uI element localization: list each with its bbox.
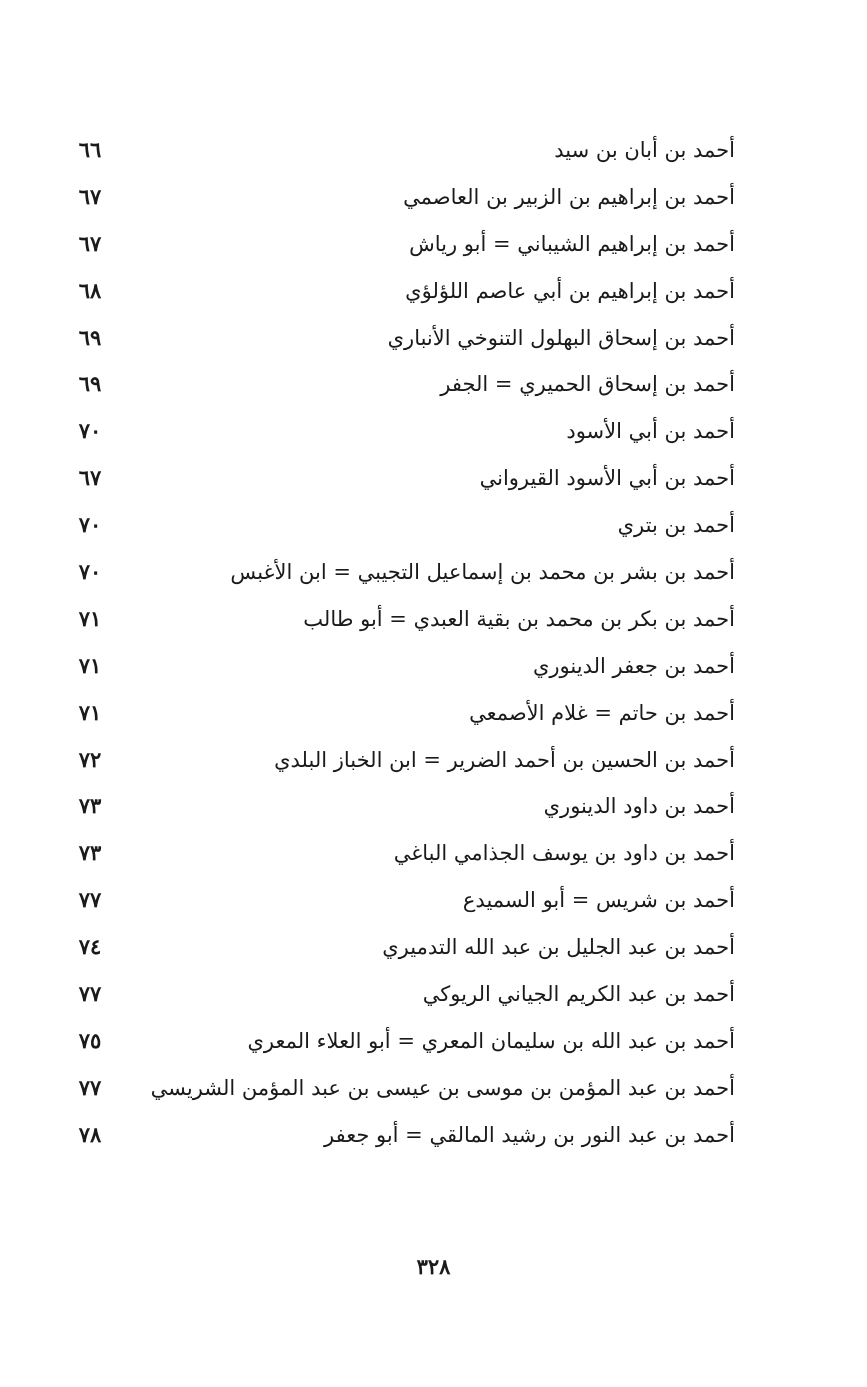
entry-page-number: ٧٤ bbox=[78, 934, 102, 960]
entry-name: أحمد بن حاتم = غلام الأصمعي bbox=[469, 700, 735, 725]
index-entry bbox=[0, 647, 867, 694]
entry-page-number: ٧٥ bbox=[78, 1027, 102, 1053]
index-entry bbox=[0, 975, 867, 1022]
entry-name: أحمد بن شريس = أبو السميدع bbox=[462, 888, 735, 913]
entry-name: أحمد بن إبراهيم الشيباني = أبو رياش bbox=[409, 231, 735, 256]
index-entry bbox=[0, 178, 867, 225]
index-entry bbox=[0, 319, 867, 366]
entry-name: أحمد بن عبد النور بن رشيد المالقي = أبو جعفر bbox=[323, 1122, 735, 1147]
index-entry bbox=[0, 928, 867, 975]
entry-name: أحمد بن إسحاق البهلول التنوخي الأنباري bbox=[387, 325, 735, 350]
entry-name: أحمد بن أبي الأسود القيرواني bbox=[479, 466, 735, 491]
index-list bbox=[0, 131, 867, 1163]
entry-page-number: ٧٣ bbox=[78, 793, 102, 819]
entry-name: أحمد بن أبان بن سيد bbox=[554, 138, 735, 162]
entry-name: أحمد بن أبي الأسود bbox=[566, 419, 735, 444]
index-entry bbox=[0, 881, 867, 928]
entry-page-number: ٧٣ bbox=[78, 840, 102, 866]
index-entry bbox=[0, 365, 867, 412]
index-entry bbox=[0, 1069, 867, 1116]
entry-page-number: ٧١ bbox=[78, 699, 102, 725]
entry-name: أحمد بن إبراهيم بن أبي عاصم اللؤلؤي bbox=[405, 278, 735, 303]
entry-page-number: ٧٠ bbox=[78, 418, 102, 444]
entry-page-number: ٦٧ bbox=[78, 230, 102, 256]
entry-page-number: ٧٢ bbox=[78, 746, 102, 772]
index-entry bbox=[0, 1022, 867, 1069]
page-number: ٣٢٨ bbox=[416, 1254, 451, 1279]
entry-page-number: ٦٧ bbox=[78, 465, 102, 491]
index-entry bbox=[0, 553, 867, 600]
index-entry bbox=[0, 1116, 867, 1163]
entry-name: أحمد بن الحسين بن أحمد الضرير = ابن الخباز البلدي bbox=[274, 747, 735, 772]
entry-name: أحمد بن إبراهيم بن الزبير بن العاصمي bbox=[403, 184, 735, 209]
entry-page-number: ٦٦ bbox=[78, 137, 102, 162]
entry-page-number: ٧٧ bbox=[78, 1074, 102, 1100]
entry-page-number: ٧٠ bbox=[78, 559, 102, 585]
index-entry bbox=[0, 694, 867, 741]
entry-name: أحمد بن داود بن يوسف الجذامي الباغي bbox=[393, 841, 735, 866]
index-entry bbox=[0, 225, 867, 272]
entry-name: أحمد بن بتري bbox=[617, 513, 735, 538]
entry-page-number: ٧١ bbox=[78, 652, 102, 678]
entry-page-number: ٧١ bbox=[78, 605, 102, 631]
index-entry bbox=[0, 834, 867, 881]
entry-name: أحمد بن إسحاق الحميري = الجفر bbox=[440, 372, 735, 397]
entry-name: أحمد بن بشر بن محمد بن إسماعيل التجيبي = ابن الأغبس bbox=[230, 560, 735, 585]
index-entry bbox=[0, 412, 867, 459]
entry-page-number: ٦٩ bbox=[78, 324, 102, 350]
index-entry bbox=[0, 459, 867, 506]
entry-page-number: ٧٠ bbox=[78, 512, 102, 538]
entry-name: أحمد بن عبد الجليل بن عبد الله التدميري bbox=[382, 935, 735, 960]
index-entry bbox=[0, 272, 867, 319]
entry-name: أحمد بن بكر بن محمد بن بقية العبدي = أبو طالب bbox=[303, 606, 735, 631]
index-entry bbox=[0, 787, 867, 834]
index-entry bbox=[0, 741, 867, 788]
index-entry bbox=[0, 506, 867, 553]
entry-page-number: ٧٨ bbox=[78, 1121, 102, 1147]
entry-name: أحمد بن عبد الله بن سليمان المعري = أبو العلاء المعري bbox=[247, 1028, 735, 1053]
index-entry bbox=[0, 600, 867, 647]
entry-name: أحمد بن عبد المؤمن بن موسى بن عيسى بن عبد المؤمن الشريسي bbox=[150, 1075, 735, 1100]
entry-page-number: ٦٨ bbox=[78, 277, 102, 303]
entry-name: أحمد بن جعفر الدينوري bbox=[532, 653, 735, 678]
entry-page-number: ٧٧ bbox=[78, 887, 102, 913]
entry-name: أحمد بن داود الدينوري bbox=[543, 794, 735, 819]
entry-page-number: ٧٧ bbox=[78, 981, 102, 1007]
entry-page-number: ٦٧ bbox=[78, 183, 102, 209]
entry-name: أحمد بن عبد الكريم الجياني الريوكي bbox=[422, 982, 735, 1007]
index-entry bbox=[0, 131, 867, 178]
entry-page-number: ٦٩ bbox=[78, 371, 102, 397]
